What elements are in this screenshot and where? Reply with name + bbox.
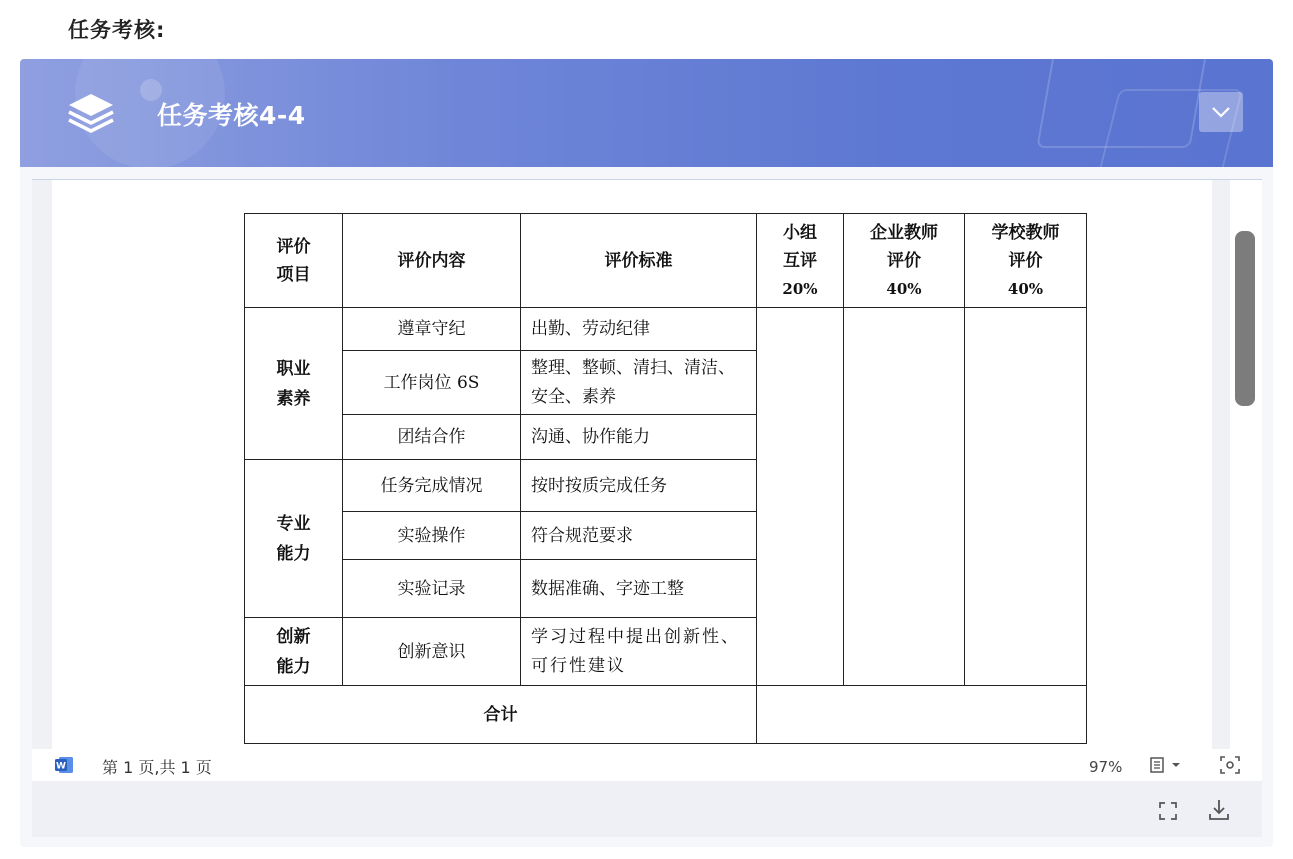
group-name: 专业能力 xyxy=(245,460,343,618)
row-standard: 数据准确、字迹工整 xyxy=(521,560,757,618)
row-content: 实验操作 xyxy=(343,512,521,560)
row-standard: 符合规范要求 xyxy=(521,512,757,560)
table-total-row xyxy=(245,686,1087,744)
header-group-eval: 小组 互评 20% xyxy=(757,214,844,308)
fullscreen-icon[interactable] xyxy=(1156,799,1180,823)
layers-icon xyxy=(67,92,115,136)
total-label: 合计 xyxy=(245,686,757,744)
card-title: 任务考核4-4 xyxy=(157,101,306,130)
document-viewer[interactable] xyxy=(32,179,1262,750)
view-mode-button[interactable] xyxy=(1150,754,1190,776)
row-content: 实验记录 xyxy=(343,560,521,618)
row-standard: 整理、整顿、清扫、清洁、安全、素养 xyxy=(521,351,757,415)
page-view-icon xyxy=(1150,757,1164,773)
collapse-button[interactable] xyxy=(1199,92,1243,132)
header-standard: 评价标准 xyxy=(521,214,757,308)
zoom-level[interactable]: 97% xyxy=(1089,758,1123,776)
download-icon[interactable] xyxy=(1206,797,1232,823)
header-item: 评价项目 xyxy=(245,214,343,308)
row-standard: 按时按质完成任务 xyxy=(521,460,757,512)
row-content: 创新意识 xyxy=(343,618,521,686)
word-icon xyxy=(54,756,74,774)
chevron-down-icon xyxy=(1211,106,1231,118)
enterprise-eval-cell xyxy=(844,308,965,686)
svg-text:W: W xyxy=(56,761,66,772)
caret-down-icon xyxy=(1170,760,1182,770)
card-header xyxy=(20,59,1273,167)
row-content: 遵章守纪 xyxy=(343,308,521,351)
scrollbar-thumb[interactable] xyxy=(1235,231,1255,406)
group-eval-cell xyxy=(757,308,844,686)
row-content: 团结合作 xyxy=(343,415,521,460)
total-value-cell xyxy=(757,686,1087,744)
viewer-statusbar xyxy=(32,749,1262,781)
table-header-row xyxy=(245,214,1087,308)
school-eval-cell xyxy=(965,308,1087,686)
header-school-eval: 学校教师 评价 40% xyxy=(965,214,1087,308)
document-page xyxy=(52,180,1212,750)
group-name: 职业素养 xyxy=(245,308,343,460)
table-row xyxy=(245,308,1087,351)
row-standard: 出勤、劳动纪律 xyxy=(521,308,757,351)
header-enterprise-eval: 企业教师 评价 40% xyxy=(844,214,965,308)
page-info: 第 1 页,共 1 页 xyxy=(102,758,212,777)
row-standard: 沟通、协作能力 xyxy=(521,415,757,460)
evaluation-table xyxy=(244,213,1087,744)
fit-to-page-icon[interactable] xyxy=(1218,754,1242,776)
section-title: 任务考核: xyxy=(68,18,166,42)
header-content: 评价内容 xyxy=(343,214,521,308)
group-name: 创新能力 xyxy=(245,618,343,686)
bottom-toolbar xyxy=(32,781,1262,837)
row-content: 任务完成情况 xyxy=(343,460,521,512)
row-standard: 学习过程中提出创新性、可行性建议 xyxy=(521,618,757,686)
row-content: 工作岗位 6S xyxy=(343,351,521,415)
attachment-card xyxy=(20,59,1273,847)
